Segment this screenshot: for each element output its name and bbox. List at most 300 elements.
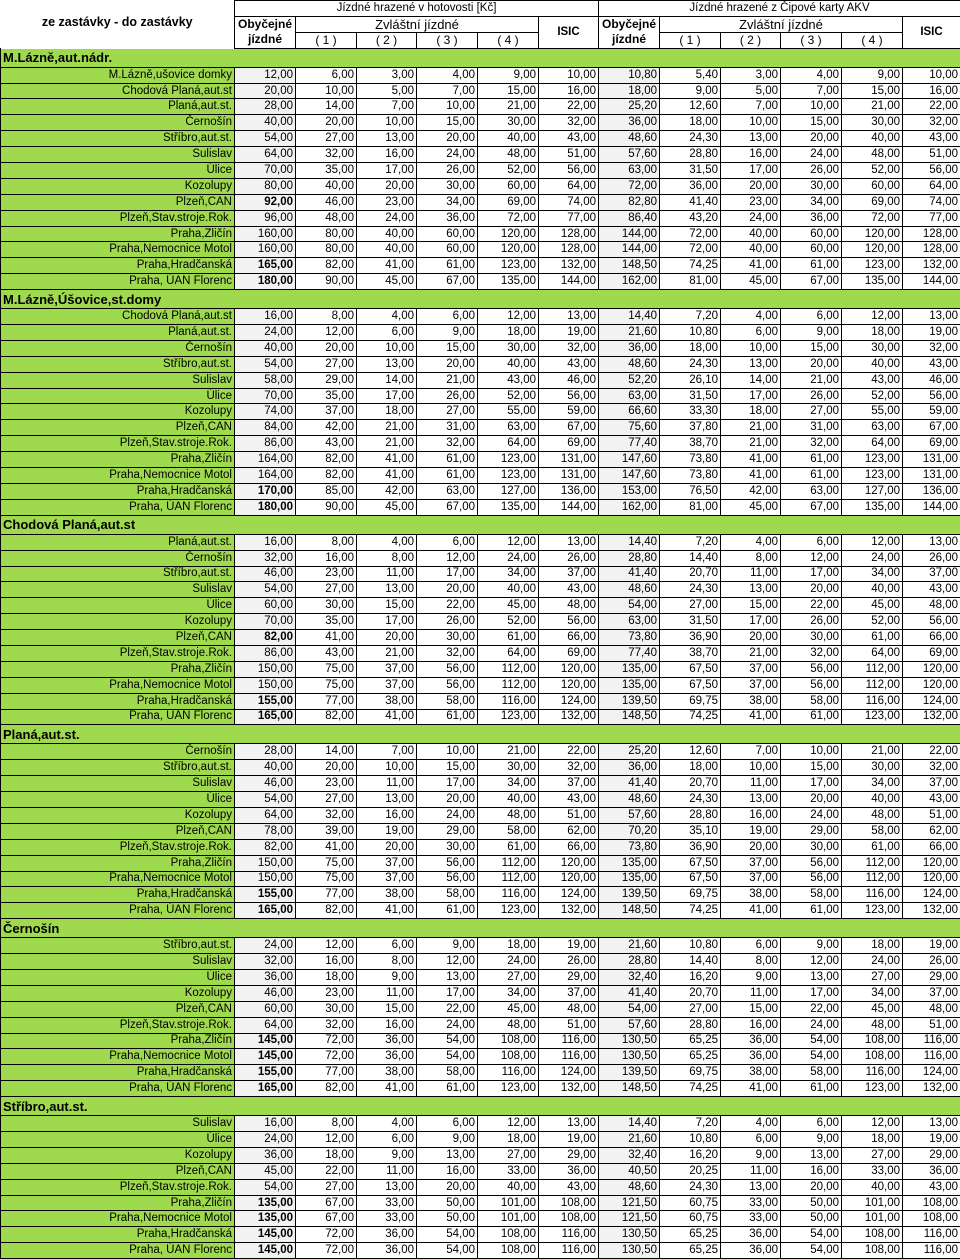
card-fare-cell: 81,00 bbox=[660, 499, 721, 515]
card-fare-cell: 54,00 bbox=[781, 1243, 842, 1259]
cash-fare-cell: 16,00 bbox=[235, 534, 296, 550]
card-fare-cell: 24,00 bbox=[781, 147, 842, 163]
card-fare-cell: 120,00 bbox=[903, 855, 960, 871]
card-fare-cell: 37,00 bbox=[721, 677, 781, 693]
cash-fare-cell: 37,00 bbox=[357, 855, 417, 871]
cash-fare-cell: 40,00 bbox=[235, 340, 296, 356]
cash-fare-cell: 18,00 bbox=[478, 938, 539, 954]
cash-fare-cell: 41,00 bbox=[296, 630, 357, 646]
card-fare-cell: 34,00 bbox=[842, 985, 903, 1001]
cash-fare-cell: 21,00 bbox=[478, 744, 539, 760]
cash-fare-cell: 64,00 bbox=[539, 178, 599, 194]
cash-fare-cell: 116,00 bbox=[478, 1065, 539, 1081]
card-fare-cell: 11,00 bbox=[721, 1163, 781, 1179]
cash-fare-cell: 36,00 bbox=[235, 1147, 296, 1163]
cash-fare-cell: 63,00 bbox=[478, 420, 539, 436]
card-fare-cell: 74,25 bbox=[660, 709, 721, 725]
card-fare-cell: 20,00 bbox=[721, 839, 781, 855]
cash-fare-cell: 123,00 bbox=[478, 258, 539, 274]
card-fare-cell: 131,00 bbox=[903, 468, 960, 484]
card-fare-cell: 116,00 bbox=[903, 1243, 960, 1259]
cash-fare-cell: 45,00 bbox=[478, 598, 539, 614]
cash-fare-cell: 8,00 bbox=[296, 534, 357, 550]
cash-fare-cell: 41,00 bbox=[357, 1081, 417, 1097]
card-fare-cell: 32,00 bbox=[903, 115, 960, 131]
card-regular-header-bottom: jízdné bbox=[599, 32, 660, 48]
cash-fare-cell: 9,00 bbox=[417, 325, 478, 341]
card-fare-cell: 65,25 bbox=[660, 1033, 721, 1049]
section-origin-label: Chodová Planá,aut.st bbox=[1, 515, 960, 534]
destination-stop: Planá,aut.st. bbox=[1, 99, 235, 115]
cash-fare-cell: 45,00 bbox=[357, 274, 417, 290]
card-fare-cell: 139,50 bbox=[599, 887, 660, 903]
cash-fare-cell: 33,00 bbox=[357, 1211, 417, 1227]
cash-fare-cell: 67,00 bbox=[417, 499, 478, 515]
cash-fare-cell: 20,00 bbox=[357, 839, 417, 855]
card-fare-cell: 38,70 bbox=[660, 436, 721, 452]
card-fare-cell: 9,00 bbox=[781, 1132, 842, 1148]
card-fare-cell: 69,75 bbox=[660, 887, 721, 903]
card-fare-cell: 20,00 bbox=[781, 582, 842, 598]
cash-fare-cell: 120,00 bbox=[478, 242, 539, 258]
card-fare-cell: 48,60 bbox=[599, 582, 660, 598]
cash-fare-cell: 8,00 bbox=[357, 954, 417, 970]
card-fare-cell: 55,00 bbox=[842, 404, 903, 420]
cash-fare-cell: 24,00 bbox=[417, 147, 478, 163]
destination-stop: Stříbro,aut.st. bbox=[1, 356, 235, 372]
cash-fare-cell: 30,00 bbox=[478, 340, 539, 356]
cash-fare-cell: 67,00 bbox=[539, 420, 599, 436]
fare-row bbox=[1, 115, 960, 131]
fare-row bbox=[1, 598, 960, 614]
card-fare-cell: 28,80 bbox=[660, 1017, 721, 1033]
card-fare-cell: 14,40 bbox=[660, 550, 721, 566]
card-fare-cell: 116,00 bbox=[903, 1033, 960, 1049]
card-fare-cell: 17,00 bbox=[781, 985, 842, 1001]
cash-fare-cell: 90,00 bbox=[296, 499, 357, 515]
cash-fare-cell: 34,00 bbox=[478, 985, 539, 1001]
cash-fare-cell: 21,00 bbox=[357, 645, 417, 661]
card-fare-cell: 30,00 bbox=[781, 630, 842, 646]
card-fare-cell: 67,00 bbox=[781, 499, 842, 515]
cash-fare-cell: 124,00 bbox=[539, 693, 599, 709]
fare-row bbox=[1, 1243, 960, 1259]
destination-stop: Sulislav bbox=[1, 776, 235, 792]
cash-fare-cell: 42,00 bbox=[296, 420, 357, 436]
cash-fare-cell: 108,00 bbox=[539, 1195, 599, 1211]
cash-fare-cell: 27,00 bbox=[296, 792, 357, 808]
cash-fare-cell: 112,00 bbox=[478, 855, 539, 871]
card-fare-cell: 19,00 bbox=[721, 823, 781, 839]
fare-row bbox=[1, 274, 960, 290]
card-fare-cell: 21,00 bbox=[721, 645, 781, 661]
cash-fare-cell: 112,00 bbox=[478, 661, 539, 677]
cash-fare-cell: 38,00 bbox=[357, 887, 417, 903]
card-fare-cell: 26,00 bbox=[781, 614, 842, 630]
cash-fare-cell: 165,00 bbox=[235, 903, 296, 919]
card-fare-cell: 127,00 bbox=[842, 483, 903, 499]
cash-fare-cell: 54,00 bbox=[235, 356, 296, 372]
cash-fare-cell: 40,00 bbox=[235, 115, 296, 131]
card-fare-cell: 67,00 bbox=[781, 274, 842, 290]
card-fare-cell: 43,00 bbox=[842, 372, 903, 388]
cash-fare-cell: 60,00 bbox=[478, 178, 539, 194]
fare-row bbox=[1, 709, 960, 725]
card-fares-caption: Jízdné hrazené z Čipové karty AKV bbox=[599, 1, 960, 17]
card-fare-cell: 41,00 bbox=[721, 258, 781, 274]
card-fare-cell: 63,00 bbox=[842, 420, 903, 436]
cash-fare-cell: 35,00 bbox=[296, 388, 357, 404]
card-fare-cell: 16,20 bbox=[660, 969, 721, 985]
card-fare-cell: 11,00 bbox=[721, 566, 781, 582]
card-fare-cell: 13,00 bbox=[781, 1147, 842, 1163]
cash-fare-cell: 135,00 bbox=[235, 1211, 296, 1227]
fare-row bbox=[1, 404, 960, 420]
cash-fare-cell: 75,00 bbox=[296, 661, 357, 677]
cash-fare-cell: 23,00 bbox=[296, 776, 357, 792]
cash-fare-cell: 37,00 bbox=[539, 985, 599, 1001]
cash-fare-cell: 35,00 bbox=[296, 163, 357, 179]
card-fare-cell: 30,00 bbox=[781, 178, 842, 194]
card-fare-cell: 128,00 bbox=[903, 226, 960, 242]
cash-fare-cell: 48,00 bbox=[478, 147, 539, 163]
cash-fare-cell: 15,00 bbox=[417, 115, 478, 131]
cash-fare-cell: 80,00 bbox=[235, 178, 296, 194]
fare-row bbox=[1, 938, 960, 954]
cash-fare-cell: 38,00 bbox=[357, 693, 417, 709]
cash-fare-cell: 131,00 bbox=[539, 452, 599, 468]
cash-fare-cell: 32,00 bbox=[417, 645, 478, 661]
cash-fare-cell: 13,00 bbox=[417, 969, 478, 985]
card-fare-cell: 29,00 bbox=[903, 1147, 960, 1163]
cash-fare-cell: 8,00 bbox=[296, 309, 357, 325]
cash-fare-cell: 165,00 bbox=[235, 1081, 296, 1097]
card-fare-cell: 74,25 bbox=[660, 258, 721, 274]
card-fare-cell: 36,00 bbox=[721, 1243, 781, 1259]
cash-fare-cell: 22,00 bbox=[417, 1001, 478, 1017]
fare-row bbox=[1, 242, 960, 258]
fare-row bbox=[1, 1116, 960, 1132]
card-fare-cell: 7,00 bbox=[781, 83, 842, 99]
cash-fare-cell: 16,00 bbox=[357, 147, 417, 163]
card-fare-cell: 26,00 bbox=[781, 388, 842, 404]
fare-row bbox=[1, 372, 960, 388]
fare-row bbox=[1, 1147, 960, 1163]
cash-fare-cell: 155,00 bbox=[235, 887, 296, 903]
card-fare-cell: 7,00 bbox=[721, 744, 781, 760]
card-fare-cell: 108,00 bbox=[842, 1243, 903, 1259]
cash-fare-cell: 15,00 bbox=[417, 340, 478, 356]
cash-fare-cell: 61,00 bbox=[417, 452, 478, 468]
cash-fare-cell: 64,00 bbox=[235, 807, 296, 823]
cash-fare-cell: 116,00 bbox=[539, 1033, 599, 1049]
cash-fare-cell: 69,00 bbox=[478, 194, 539, 210]
card-fare-cell: 52,00 bbox=[842, 163, 903, 179]
card-fare-cell: 15,00 bbox=[781, 340, 842, 356]
cash-regular-header-top: Obyčejné bbox=[235, 16, 296, 32]
cash-fare-cell: 17,00 bbox=[417, 985, 478, 1001]
card-fare-cell: 24,00 bbox=[842, 954, 903, 970]
cash-fare-cell: 56,00 bbox=[417, 661, 478, 677]
cash-fare-cell: 123,00 bbox=[478, 452, 539, 468]
card-fare-cell: 69,00 bbox=[903, 645, 960, 661]
cash-regular-header-bottom: jízdné bbox=[235, 32, 296, 48]
cash-fare-cell: 24,00 bbox=[478, 954, 539, 970]
cash-fare-cell: 11,00 bbox=[357, 566, 417, 582]
fare-row bbox=[1, 1227, 960, 1243]
card-fare-cell: 58,00 bbox=[781, 887, 842, 903]
card-fare-cell: 56,00 bbox=[781, 677, 842, 693]
cash-fare-cell: 26,00 bbox=[539, 954, 599, 970]
fare-row bbox=[1, 388, 960, 404]
destination-stop: Chodová Planá,aut.st bbox=[1, 83, 235, 99]
destination-stop: Úlice bbox=[1, 1132, 235, 1148]
cash-fare-cell: 13,00 bbox=[539, 1116, 599, 1132]
card-fare-cell: 64,00 bbox=[842, 645, 903, 661]
destination-stop: Sulislav bbox=[1, 372, 235, 388]
card-fare-cell: 139,50 bbox=[599, 1065, 660, 1081]
card-fare-cell: 28,80 bbox=[599, 550, 660, 566]
card-fare-cell: 61,00 bbox=[842, 839, 903, 855]
card-fare-cell: 12,00 bbox=[842, 1116, 903, 1132]
fare-row bbox=[1, 954, 960, 970]
cash-fare-cell: 108,00 bbox=[478, 1227, 539, 1243]
cash-fare-cell: 108,00 bbox=[539, 1211, 599, 1227]
cash-fare-cell: 33,00 bbox=[357, 1195, 417, 1211]
destination-stop: Plzeň,Stav.stroje.Rok. bbox=[1, 645, 235, 661]
destination-stop: Praha,Nemocnice Motol bbox=[1, 1049, 235, 1065]
cash-fare-cell: 9,00 bbox=[357, 1147, 417, 1163]
cash-fare-cell: 96,00 bbox=[235, 210, 296, 226]
card-fare-cell: 13,00 bbox=[721, 131, 781, 147]
cash-fare-cell: 32,00 bbox=[539, 760, 599, 776]
cash-fare-cell: 30,00 bbox=[296, 1001, 357, 1017]
cash-fare-cell: 128,00 bbox=[539, 242, 599, 258]
cash-fare-cell: 3,00 bbox=[357, 67, 417, 83]
cash-fare-cell: 26,00 bbox=[417, 163, 478, 179]
fare-row bbox=[1, 468, 960, 484]
card-fare-cell: 66,00 bbox=[903, 630, 960, 646]
card-fare-cell: 65,25 bbox=[660, 1049, 721, 1065]
cash-fare-cell: 123,00 bbox=[478, 1081, 539, 1097]
card-fare-cell: 60,00 bbox=[842, 178, 903, 194]
fare-row bbox=[1, 99, 960, 115]
card-fare-cell: 69,00 bbox=[842, 194, 903, 210]
fare-row bbox=[1, 258, 960, 274]
card-fare-cell: 20,70 bbox=[660, 776, 721, 792]
card-fare-cell: 14,40 bbox=[660, 954, 721, 970]
fare-row bbox=[1, 1179, 960, 1195]
cash-fare-cell: 77,00 bbox=[296, 1065, 357, 1081]
card-fare-cell: 101,00 bbox=[842, 1211, 903, 1227]
card-fare-cell: 15,00 bbox=[781, 115, 842, 131]
cash-fare-cell: 4,00 bbox=[357, 1116, 417, 1132]
cash-special-3-header: ( 3 ) bbox=[417, 32, 478, 48]
card-fare-cell: 15,00 bbox=[781, 760, 842, 776]
card-fare-cell: 36,90 bbox=[660, 630, 721, 646]
card-fare-cell: 36,90 bbox=[660, 839, 721, 855]
cash-fare-cell: 72,00 bbox=[296, 1049, 357, 1065]
destination-stop: Kozolupy bbox=[1, 1147, 235, 1163]
cash-fare-cell: 31,00 bbox=[417, 420, 478, 436]
destination-stop: Praha,Zličín bbox=[1, 855, 235, 871]
destination-stop: Chodová Planá,aut.st bbox=[1, 309, 235, 325]
cash-fare-cell: 37,00 bbox=[539, 566, 599, 582]
card-fare-cell: 77,40 bbox=[599, 645, 660, 661]
cash-fare-cell: 16,00 bbox=[357, 807, 417, 823]
card-fare-cell: 12,60 bbox=[660, 744, 721, 760]
cash-fare-cell: 24,00 bbox=[235, 325, 296, 341]
cash-fare-cell: 51,00 bbox=[539, 147, 599, 163]
cash-fare-cell: 131,00 bbox=[539, 468, 599, 484]
cash-fare-cell: 14,00 bbox=[357, 372, 417, 388]
card-fare-cell: 36,00 bbox=[781, 210, 842, 226]
card-fare-cell: 18,00 bbox=[660, 115, 721, 131]
cash-fare-cell: 43,00 bbox=[539, 1179, 599, 1195]
card-fare-cell: 48,00 bbox=[903, 1001, 960, 1017]
card-fare-cell: 20,70 bbox=[660, 566, 721, 582]
destination-stop: Úlice bbox=[1, 969, 235, 985]
card-fare-cell: 72,00 bbox=[660, 242, 721, 258]
card-fare-cell: 50,00 bbox=[781, 1195, 842, 1211]
card-fare-cell: 124,00 bbox=[903, 887, 960, 903]
destination-stop: Praha, ÚAN Florenc bbox=[1, 1081, 235, 1097]
cash-fare-cell: 150,00 bbox=[235, 661, 296, 677]
card-fare-cell: 45,00 bbox=[721, 499, 781, 515]
fare-row bbox=[1, 823, 960, 839]
cash-fare-cell: 21,00 bbox=[357, 420, 417, 436]
cash-fare-cell: 15,00 bbox=[417, 760, 478, 776]
card-fare-cell: 36,00 bbox=[599, 115, 660, 131]
section-header-row bbox=[1, 290, 960, 309]
cash-fare-cell: 60,00 bbox=[417, 226, 478, 242]
cash-fare-cell: 116,00 bbox=[539, 1243, 599, 1259]
card-fare-cell: 48,60 bbox=[599, 356, 660, 372]
card-fare-cell: 54,00 bbox=[599, 598, 660, 614]
section-origin-label: M.Lázně,Úšovice,st.domy bbox=[1, 290, 960, 309]
card-fare-cell: 58,00 bbox=[781, 693, 842, 709]
card-fare-cell: 56,00 bbox=[903, 614, 960, 630]
cash-fare-cell: 17,00 bbox=[357, 163, 417, 179]
cash-fare-cell: 11,00 bbox=[357, 776, 417, 792]
fare-row bbox=[1, 677, 960, 693]
card-fare-cell: 69,75 bbox=[660, 693, 721, 709]
cash-fare-cell: 136,00 bbox=[539, 483, 599, 499]
card-regular-header-top: Obyčejné bbox=[599, 16, 660, 32]
cash-fare-cell: 51,00 bbox=[539, 1017, 599, 1033]
cash-fare-cell: 22,00 bbox=[417, 598, 478, 614]
from-to-header: ze zastávky - do zastávky bbox=[1, 16, 235, 48]
cash-fare-cell: 30,00 bbox=[478, 760, 539, 776]
cash-fare-cell: 27,00 bbox=[296, 131, 357, 147]
cash-fare-cell: 41,00 bbox=[357, 709, 417, 725]
cash-fare-cell: 40,00 bbox=[357, 242, 417, 258]
cash-fare-cell: 75,00 bbox=[296, 855, 357, 871]
card-fare-cell: 16,00 bbox=[721, 1017, 781, 1033]
card-fare-cell: 33,00 bbox=[721, 1195, 781, 1211]
destination-stop: Praha,Zličín bbox=[1, 661, 235, 677]
destination-stop: Kozolupy bbox=[1, 614, 235, 630]
cash-fare-cell: 6,00 bbox=[417, 309, 478, 325]
card-fare-cell: 132,00 bbox=[903, 903, 960, 919]
card-fare-cell: 8,00 bbox=[721, 954, 781, 970]
card-fare-cell: 17,00 bbox=[721, 614, 781, 630]
cash-fare-cell: 75,00 bbox=[296, 871, 357, 887]
card-fare-cell: 13,00 bbox=[721, 582, 781, 598]
cash-fare-cell: 9,00 bbox=[417, 938, 478, 954]
destination-stop: Praha, ÚAN Florenc bbox=[1, 903, 235, 919]
fare-row bbox=[1, 534, 960, 550]
destination-stop: Praha,Zličín bbox=[1, 226, 235, 242]
cash-fare-cell: 61,00 bbox=[417, 709, 478, 725]
destination-stop: Stříbro,aut.st. bbox=[1, 566, 235, 582]
fare-row bbox=[1, 356, 960, 372]
cash-fare-cell: 56,00 bbox=[417, 677, 478, 693]
fare-table-body bbox=[1, 48, 960, 1258]
cash-fare-cell: 29,00 bbox=[539, 1147, 599, 1163]
cash-fare-cell: 32,00 bbox=[235, 550, 296, 566]
cash-fare-cell: 5,00 bbox=[357, 83, 417, 99]
cash-fare-cell: 72,00 bbox=[296, 1243, 357, 1259]
cash-fare-cell: 34,00 bbox=[478, 776, 539, 792]
card-fare-cell: 116,00 bbox=[842, 1065, 903, 1081]
cash-fare-cell: 13,00 bbox=[539, 309, 599, 325]
cash-fare-cell: 20,00 bbox=[296, 115, 357, 131]
card-fare-cell: 26,00 bbox=[903, 550, 960, 566]
card-fare-cell: 27,00 bbox=[842, 1147, 903, 1163]
card-fare-cell: 11,00 bbox=[721, 985, 781, 1001]
card-fare-cell: 27,00 bbox=[660, 598, 721, 614]
card-fare-cell: 116,00 bbox=[842, 693, 903, 709]
cash-fare-cell: 56,00 bbox=[417, 871, 478, 887]
card-fare-cell: 15,00 bbox=[721, 1001, 781, 1017]
card-fare-cell: 131,00 bbox=[903, 452, 960, 468]
card-fare-cell: 108,00 bbox=[842, 1033, 903, 1049]
cash-fare-cell: 19,00 bbox=[357, 823, 417, 839]
destination-stop: Praha,Hradčanská bbox=[1, 258, 235, 274]
cash-fare-cell: 12,00 bbox=[417, 954, 478, 970]
card-fare-cell: 32,40 bbox=[599, 969, 660, 985]
cash-fare-cell: 12,00 bbox=[235, 67, 296, 83]
cash-fare-cell: 82,00 bbox=[296, 1081, 357, 1097]
cash-fare-cell: 58,00 bbox=[417, 693, 478, 709]
card-fare-cell: 20,70 bbox=[660, 985, 721, 1001]
card-fare-cell: 22,00 bbox=[903, 99, 960, 115]
card-fare-cell: 153,00 bbox=[599, 483, 660, 499]
fare-row bbox=[1, 1049, 960, 1065]
cash-fare-cell: 13,00 bbox=[357, 792, 417, 808]
cash-fare-cell: 90,00 bbox=[296, 274, 357, 290]
cash-fare-cell: 46,00 bbox=[235, 776, 296, 792]
card-fare-cell: 52,00 bbox=[842, 614, 903, 630]
fare-row bbox=[1, 178, 960, 194]
fare-row bbox=[1, 340, 960, 356]
card-fare-cell: 38,00 bbox=[721, 693, 781, 709]
fare-row bbox=[1, 309, 960, 325]
cash-fare-cell: 11,00 bbox=[357, 985, 417, 1001]
card-fare-cell: 74,25 bbox=[660, 903, 721, 919]
cash-fare-cell: 61,00 bbox=[478, 630, 539, 646]
cash-fare-cell: 27,00 bbox=[296, 1179, 357, 1195]
cash-fare-cell: 108,00 bbox=[478, 1033, 539, 1049]
card-fare-cell: 30,00 bbox=[842, 340, 903, 356]
card-fare-cell: 40,00 bbox=[842, 356, 903, 372]
card-fare-cell: 101,00 bbox=[842, 1195, 903, 1211]
fare-row bbox=[1, 887, 960, 903]
card-fare-cell: 37,80 bbox=[660, 420, 721, 436]
cash-fare-cell: 66,00 bbox=[539, 839, 599, 855]
cash-fare-cell: 165,00 bbox=[235, 709, 296, 725]
